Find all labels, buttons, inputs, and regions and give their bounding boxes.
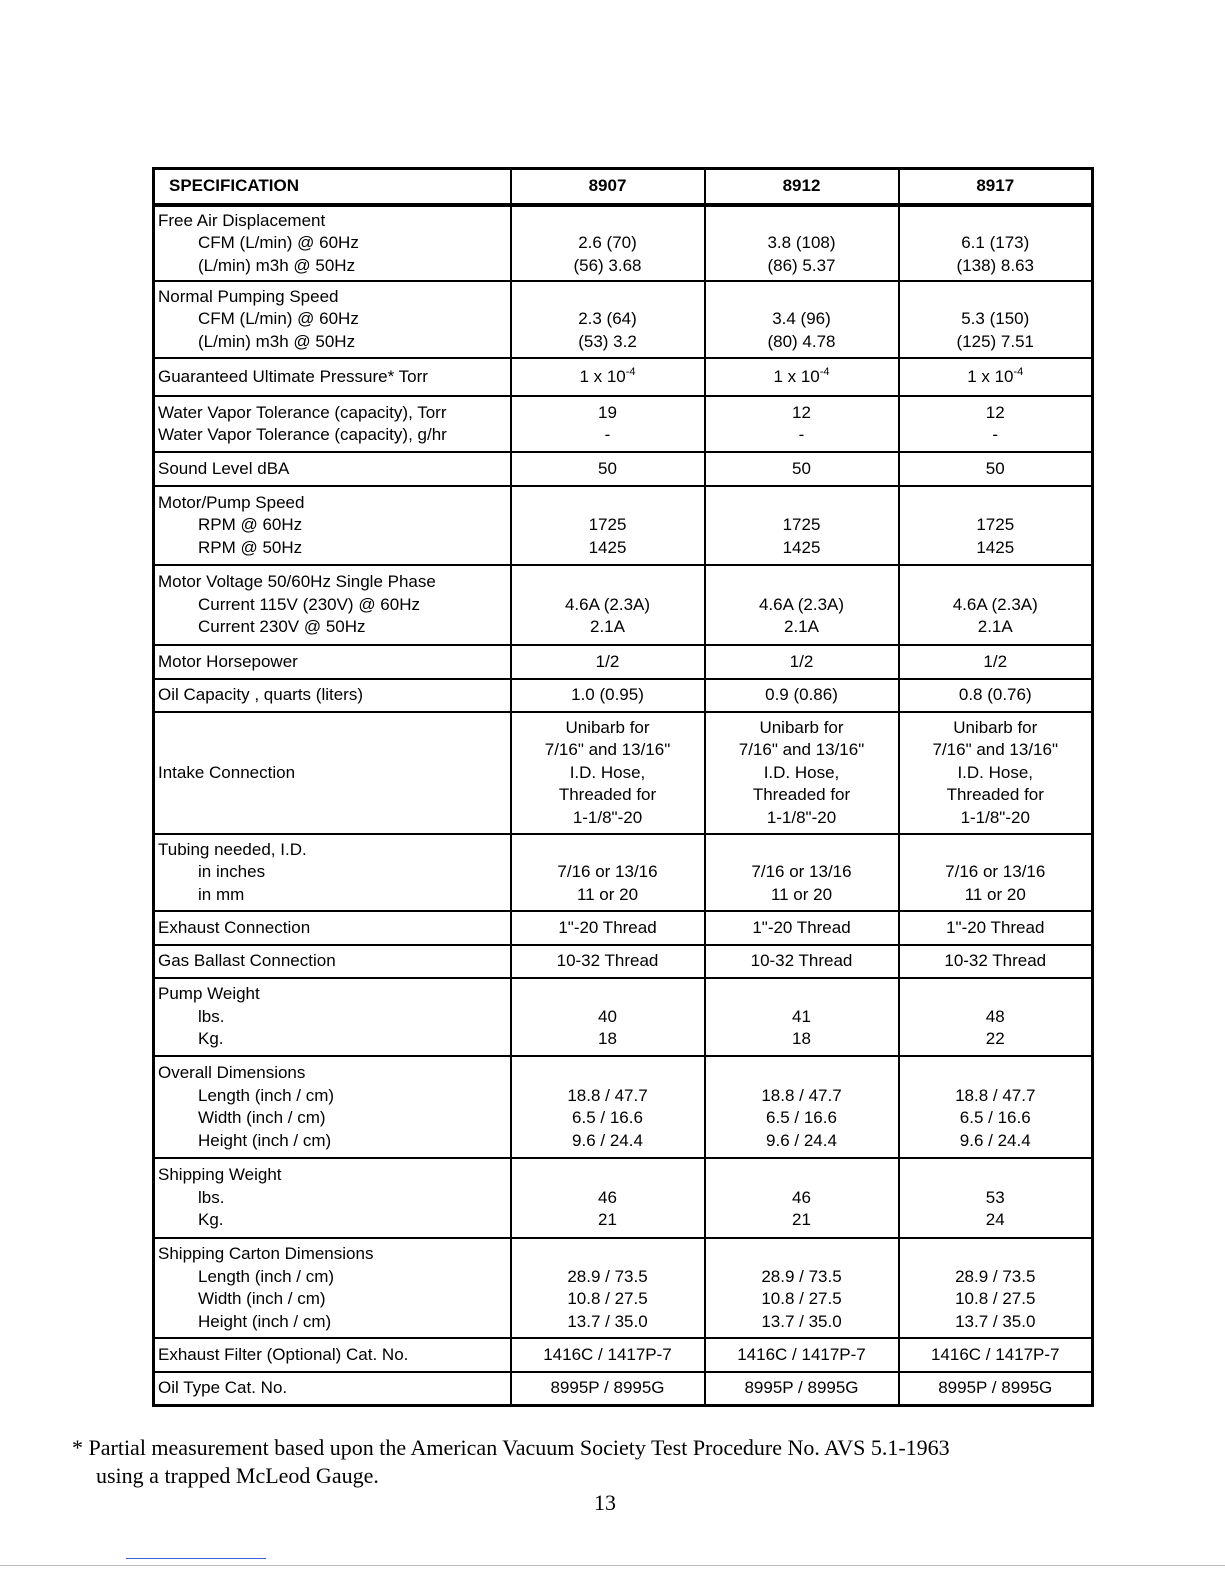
spec-label-line: RPM @ 60Hz — [198, 515, 303, 535]
table-row — [154, 1338, 1093, 1372]
spec-label-cell — [154, 565, 511, 645]
spec-value-line: 1416C / 1417P-7 — [930, 1344, 1060, 1364]
spec-label-line: Motor Voltage 50/60Hz Single Phase — [158, 572, 436, 592]
spec-label-line: Guaranteed Ultimate Pressure* Torr — [158, 366, 428, 386]
spec-label-cell — [154, 978, 511, 1056]
spec-label-cell — [154, 645, 511, 679]
spec-value-cell — [705, 1056, 899, 1158]
spec-value-line: 50 — [598, 458, 617, 478]
spec-value-line — [512, 571, 704, 594]
spec-value-cell — [511, 486, 705, 565]
spec-label-line: Pump Weight — [158, 984, 260, 1004]
spec-value-line — [900, 492, 1092, 515]
spec-value-line: 6.5 / 16.6 — [959, 1108, 1031, 1127]
spec-value-line: 13.7 / 35.0 — [955, 1311, 1036, 1331]
spec-value-line: 7/16" and 13/16" — [544, 740, 671, 760]
spec-value-line: 50 — [792, 458, 811, 478]
spec-value-cell — [511, 1158, 705, 1238]
spec-value-cell — [511, 712, 705, 834]
spec-value-line: 10-32 Thread — [944, 951, 1047, 971]
spec-value-cell — [511, 645, 705, 679]
spec-value-line: 2.6 (70) — [578, 233, 637, 253]
table-row — [154, 486, 1093, 565]
spec-value-line: 6.1 (173) — [961, 233, 1030, 253]
spec-label-cell — [154, 486, 511, 565]
table-body — [154, 205, 1093, 1405]
spec-value-line: 2.1A — [784, 617, 819, 637]
spec-value-cell — [899, 205, 1093, 281]
footnote-line-2: using a trapped McLeod Gauge. — [96, 1463, 379, 1488]
spec-value-line — [900, 571, 1092, 594]
spec-value-line: 10-32 Thread — [750, 951, 853, 971]
spec-value-line: Threaded for — [752, 785, 851, 805]
spec-value-line: I.D. Hose, — [763, 762, 840, 782]
spec-value-line: 10.8 / 27.5 — [567, 1289, 648, 1308]
spec-value-line — [706, 366, 898, 389]
spec-label-line: Oil Capacity , quarts (liters) — [158, 685, 363, 705]
spec-value-cell — [511, 1056, 705, 1158]
spec-value-cell — [899, 834, 1093, 911]
spec-value-line: 1/2 — [983, 651, 1008, 671]
spec-label-cell — [154, 396, 511, 452]
spec-value-line: (125) 7.51 — [956, 331, 1034, 351]
spec-value-line: Unibarb for — [953, 717, 1038, 737]
spec-value-line: 0.9 (0.86) — [765, 685, 838, 705]
spec-value-line: 9.6 / 24.4 — [572, 1130, 643, 1150]
spec-label-cell — [154, 911, 511, 945]
spec-value-line: 1425 — [782, 537, 821, 557]
spec-value-line — [706, 1062, 898, 1085]
spec-value-line: 7/16 or 13/16 — [945, 862, 1046, 882]
spec-value-line — [900, 983, 1092, 1006]
spec-value-line: 41 — [792, 1006, 811, 1026]
spec-value-line: I.D. Hose, — [957, 762, 1034, 782]
spec-value-line — [512, 1164, 704, 1187]
spec-value-cell — [705, 1158, 899, 1238]
spec-value-cell — [705, 679, 899, 712]
page-number: 13 — [594, 1490, 616, 1515]
spec-value-line — [706, 210, 898, 233]
spec-value-cell — [705, 1238, 899, 1338]
spec-label-cell — [154, 281, 511, 358]
spec-value-cell — [899, 1372, 1093, 1405]
spec-value-cell — [705, 565, 899, 645]
spec-value-line: 1725 — [976, 515, 1015, 535]
footnote — [72, 1434, 950, 1490]
spec-value-line — [900, 839, 1092, 862]
spec-value-cell — [705, 486, 899, 565]
spec-value-line: - — [798, 425, 805, 444]
spec-value-cell — [511, 452, 705, 486]
spec-label-line: Shipping Carton Dimensions — [158, 1244, 374, 1263]
spec-value-line: 12 — [792, 402, 811, 422]
spec-label-line: Gas Ballast Connection — [158, 951, 336, 971]
spec-value-line — [900, 210, 1092, 233]
spec-value-line: 10.8 / 27.5 — [955, 1289, 1036, 1308]
spec-label-line: Length (inch / cm) — [198, 1085, 335, 1105]
spec-value-cell — [705, 281, 899, 358]
spec-value-line: - — [604, 425, 611, 444]
spec-value-line: Threaded for — [946, 785, 1044, 805]
spec-value-line — [706, 1243, 898, 1266]
spec-value-line: 1425 — [588, 537, 627, 557]
spec-label-line: Height (inch / cm) — [198, 1130, 332, 1150]
spec-value-cell — [899, 1338, 1093, 1372]
spec-label-line: CFM (L/min) @ 60Hz — [198, 233, 359, 253]
spec-value-cell — [705, 1372, 899, 1405]
spec-label-line: Exhaust Connection — [158, 917, 311, 937]
spec-label-line: in inches — [198, 862, 266, 882]
spec-value-line: 1/2 — [595, 651, 620, 671]
spec-value-line: 8995P / 8995G — [938, 1378, 1053, 1397]
spec-value-line: 1"-20 Thread — [558, 917, 657, 937]
spec-value-cell — [899, 911, 1093, 945]
spec-value-line — [706, 983, 898, 1006]
table-row — [154, 1056, 1093, 1158]
spec-label-line: Oil Type Cat. No. — [158, 1378, 288, 1397]
spec-value-line: 1725 — [782, 515, 821, 535]
spec-value-line: 10-32 Thread — [556, 951, 659, 971]
spec-value-cell — [511, 1338, 705, 1372]
spec-value-line — [900, 286, 1092, 309]
spec-value-line: 24 — [985, 1210, 1005, 1230]
spec-label-line: (L/min) m3h @ 50Hz — [198, 331, 356, 351]
spec-value-line: 10.8 / 27.5 — [761, 1289, 842, 1308]
spec-label-line: Kg. — [198, 1210, 224, 1230]
spec-value-cell — [511, 911, 705, 945]
spec-value-line: 40 — [598, 1006, 617, 1026]
spec-label-line: CFM (L/min) @ 60Hz — [198, 309, 359, 329]
spec-value-line: 1416C / 1417P-7 — [737, 1344, 866, 1364]
spec-value-line: 1.0 (0.95) — [571, 685, 644, 705]
spec-label-cell — [154, 834, 511, 911]
spec-label-line: Water Vapor Tolerance (capacity), g/hr — [158, 425, 447, 444]
spec-value-line — [900, 1062, 1092, 1085]
table-row — [154, 565, 1093, 645]
pressure-base: 1 x 10 — [579, 366, 626, 386]
spec-label-line: Sound Level dBA — [158, 458, 290, 478]
spec-value-cell — [899, 978, 1093, 1056]
spec-value-line: - — [992, 425, 999, 444]
table-row — [154, 358, 1093, 396]
spec-label-cell — [154, 1338, 511, 1372]
table-row — [154, 281, 1093, 358]
spec-label-line: Width (inch / cm) — [198, 1289, 326, 1308]
table-row — [154, 1158, 1093, 1238]
spec-value-line — [512, 1243, 704, 1266]
pressure-base: 1 x 10 — [773, 366, 820, 386]
spec-value-line: 1"-20 Thread — [752, 917, 851, 937]
spec-label-line: Motor/Pump Speed — [158, 492, 305, 512]
spec-value-line — [706, 1164, 898, 1187]
spec-value-line: 21 — [792, 1210, 811, 1230]
footnote-line-1: * Partial measurement based upon the American Vacuum Society Test Procedure No. AVS 5.1-1963 — [72, 1435, 950, 1460]
spec-value-line: 7/16" and 13/16" — [932, 740, 1058, 760]
spec-value-line: 8995P / 8995G — [550, 1378, 665, 1397]
spec-value-cell — [899, 565, 1093, 645]
spec-value-line: 21 — [598, 1210, 617, 1230]
spec-value-cell — [511, 1238, 705, 1338]
spec-label-line: Overall Dimensions — [158, 1063, 306, 1082]
spec-value-line: 6.5 / 16.6 — [766, 1108, 837, 1127]
spec-value-line: Unibarb for — [565, 717, 650, 737]
spec-value-line: 46 — [598, 1187, 617, 1207]
spec-label-line: Current 115V (230V) @ 60Hz — [198, 594, 420, 614]
spec-label-line: Kg. — [198, 1029, 224, 1049]
spec-value-line: 12 — [985, 402, 1005, 422]
spec-value-line: 19 — [598, 402, 617, 422]
spec-value-line: 1-1/8"-20 — [766, 807, 837, 827]
spec-value-line: 13.7 / 35.0 — [761, 1311, 842, 1331]
table-row — [154, 645, 1093, 679]
spec-value-cell — [511, 396, 705, 452]
specification-table — [152, 167, 1094, 1407]
spec-value-line: 1/2 — [789, 651, 814, 671]
spec-value-line: 18 — [792, 1029, 811, 1049]
spec-value-cell — [899, 645, 1093, 679]
spec-label-line: lbs. — [198, 1187, 225, 1207]
spec-value-line — [512, 286, 704, 309]
pressure-exponent: -4 — [1013, 365, 1024, 378]
spec-value-line — [900, 1164, 1092, 1187]
spec-value-line: (138) 8.63 — [956, 255, 1034, 275]
spec-value-line: 18.8 / 47.7 — [761, 1085, 842, 1105]
pressure-base: 1 x 10 — [967, 366, 1014, 386]
spec-label-line: Length (inch / cm) — [198, 1266, 335, 1286]
spec-label-line: Current 230V @ 50Hz — [198, 617, 366, 637]
spec-label-line: (L/min) m3h @ 50Hz — [198, 255, 356, 275]
spec-value-line: 7/16 or 13/16 — [751, 862, 852, 882]
spec-label-line: Tubing needed, I.D. — [158, 839, 307, 859]
spec-label-line: Normal Pumping Speed — [158, 286, 339, 306]
header-specification: SPECIFICATION — [154, 169, 511, 206]
spec-value-line: 5.3 (150) — [961, 309, 1030, 329]
spec-value-line: 1-1/8"-20 — [572, 807, 643, 827]
spec-label-line: Water Vapor Tolerance (capacity), Torr — [158, 402, 447, 422]
spec-value-cell — [899, 679, 1093, 712]
table-row — [154, 1238, 1093, 1338]
spec-value-cell — [511, 1372, 705, 1405]
spec-value-line: (56) 3.68 — [573, 255, 642, 275]
spec-value-line: 28.9 / 73.5 — [761, 1266, 842, 1286]
spec-label-line: lbs. — [198, 1006, 225, 1026]
spec-value-line: 22 — [985, 1029, 1005, 1049]
spec-value-line: 2.3 (64) — [578, 309, 637, 329]
spec-value-cell — [705, 945, 899, 978]
spec-label-line: Free Air Displacement — [158, 210, 326, 230]
table-row — [154, 978, 1093, 1056]
spec-value-line: 1-1/8"-20 — [960, 807, 1030, 827]
spec-value-line: 3.4 (96) — [772, 309, 831, 329]
spec-value-line: 1725 — [588, 515, 627, 535]
spec-value-cell — [899, 486, 1093, 565]
spec-value-cell — [705, 834, 899, 911]
spec-value-line: 11 or 20 — [576, 884, 639, 904]
spec-value-line: 0.8 (0.76) — [958, 685, 1032, 705]
spec-label-cell — [154, 712, 511, 834]
spec-value-line: Unibarb for — [759, 717, 844, 737]
spec-value-line: Threaded for — [558, 785, 657, 805]
spec-value-line — [512, 492, 704, 515]
page-bottom-link-underline — [126, 1558, 266, 1559]
header-model-8907: 8907 — [511, 169, 705, 206]
spec-value-line: 8995P / 8995G — [744, 1378, 859, 1397]
spec-label-line: Width (inch / cm) — [198, 1108, 326, 1127]
table-row — [154, 834, 1093, 911]
spec-value-line: 4.6A (2.3A) — [758, 594, 845, 614]
spec-label-cell — [154, 358, 511, 396]
spec-value-cell — [511, 565, 705, 645]
spec-value-cell — [511, 205, 705, 281]
spec-value-line: 18.8 / 47.7 — [955, 1085, 1036, 1105]
table-row — [154, 911, 1093, 945]
spec-value-line — [512, 983, 704, 1006]
spec-value-line: 7/16" and 13/16" — [738, 740, 865, 760]
spec-value-line: 2.1A — [977, 617, 1013, 637]
spec-value-line: 2.1A — [590, 617, 625, 637]
spec-label-cell — [154, 452, 511, 486]
spec-value-cell — [705, 645, 899, 679]
spec-value-line: 1"-20 Thread — [946, 917, 1045, 937]
table-row — [154, 679, 1093, 712]
spec-value-cell — [899, 281, 1093, 358]
spec-label-line: Motor Horsepower — [158, 651, 298, 671]
spec-value-line: 18.8 / 47.7 — [567, 1085, 648, 1105]
spec-value-line — [706, 286, 898, 309]
spec-label-line: Intake Connection — [158, 762, 296, 782]
spec-value-cell — [705, 978, 899, 1056]
table-row — [154, 1372, 1093, 1405]
spec-label-line: in mm — [198, 884, 245, 904]
spec-value-cell — [899, 1056, 1093, 1158]
spec-value-cell — [511, 358, 705, 396]
spec-value-line: 28.9 / 73.5 — [567, 1266, 648, 1286]
pressure-exponent: -4 — [625, 365, 636, 378]
spec-value-line — [512, 839, 704, 862]
spec-value-line: 53 — [985, 1187, 1005, 1207]
spec-value-cell — [511, 281, 705, 358]
spec-value-line — [512, 366, 704, 389]
spec-value-line: 11 or 20 — [770, 884, 833, 904]
table-row — [154, 712, 1093, 834]
spec-value-line: 13.7 / 35.0 — [567, 1311, 648, 1331]
spec-value-line: 3.8 (108) — [767, 233, 836, 253]
spec-label-cell — [154, 679, 511, 712]
spec-value-line: 28.9 / 73.5 — [955, 1266, 1036, 1286]
spec-label-cell — [154, 1056, 511, 1158]
spec-value-cell — [705, 1338, 899, 1372]
spec-value-line — [512, 210, 704, 233]
spec-value-line: 48 — [985, 1006, 1005, 1026]
spec-label-cell — [154, 205, 511, 281]
spec-value-cell — [705, 358, 899, 396]
spec-label-cell — [154, 1372, 511, 1405]
spec-value-line: (80) 4.78 — [767, 331, 836, 351]
spec-value-line: I.D. Hose, — [569, 762, 646, 782]
spec-value-cell — [899, 358, 1093, 396]
spec-value-line: 4.6A (2.3A) — [564, 594, 651, 614]
spec-value-line: 46 — [792, 1187, 811, 1207]
header-model-8917: 8917 — [899, 169, 1093, 206]
spec-value-line — [900, 366, 1092, 389]
spec-value-line — [706, 839, 898, 862]
spec-value-cell — [899, 945, 1093, 978]
spec-value-line — [900, 1243, 1092, 1266]
spec-value-line: 11 or 20 — [964, 884, 1026, 904]
spec-value-cell — [511, 834, 705, 911]
table-row — [154, 945, 1093, 978]
spec-value-cell — [705, 452, 899, 486]
spec-value-line: 6.5 / 16.6 — [572, 1108, 643, 1127]
spec-label-line: Shipping Weight — [158, 1165, 282, 1185]
table-row — [154, 396, 1093, 452]
spec-value-line — [512, 1062, 704, 1085]
spec-label-line: Exhaust Filter (Optional) Cat. No. — [158, 1344, 409, 1364]
spec-label-line: RPM @ 50Hz — [198, 537, 303, 557]
spec-label-cell — [154, 945, 511, 978]
table-header-row — [154, 169, 1093, 206]
spec-value-line: 1416C / 1417P-7 — [543, 1344, 672, 1364]
table-row — [154, 452, 1093, 486]
spec-value-line: (53) 3.2 — [578, 331, 637, 351]
spec-value-cell — [511, 945, 705, 978]
spec-value-cell — [511, 679, 705, 712]
spec-value-line: 9.6 / 24.4 — [766, 1130, 837, 1150]
spec-value-line: 50 — [985, 458, 1005, 478]
page-bottom-divider — [0, 1565, 1225, 1566]
spec-value-line — [706, 492, 898, 515]
spec-value-cell — [705, 396, 899, 452]
spec-value-line — [706, 571, 898, 594]
spec-value-line: 4.6A (2.3A) — [952, 594, 1038, 614]
spec-value-cell — [899, 1238, 1093, 1338]
header-model-8912: 8912 — [705, 169, 899, 206]
spec-value-line: (86) 5.37 — [767, 255, 836, 275]
spec-value-cell — [705, 712, 899, 834]
spec-label-cell — [154, 1158, 511, 1238]
spec-value-cell — [705, 911, 899, 945]
spec-value-cell — [899, 396, 1093, 452]
spec-value-cell — [705, 205, 899, 281]
spec-value-cell — [899, 1158, 1093, 1238]
spec-value-cell — [899, 452, 1093, 486]
spec-value-cell — [899, 712, 1093, 834]
spec-label-cell — [154, 1238, 511, 1338]
spec-value-line: 18 — [598, 1029, 617, 1049]
pressure-exponent: -4 — [819, 365, 830, 378]
table-row — [154, 205, 1093, 281]
spec-label-line: Height (inch / cm) — [198, 1311, 332, 1331]
spec-value-line: 9.6 / 24.4 — [959, 1130, 1031, 1150]
spec-value-line: 1425 — [976, 537, 1015, 557]
spec-value-cell — [511, 978, 705, 1056]
spec-value-line: 7/16 or 13/16 — [557, 862, 658, 882]
